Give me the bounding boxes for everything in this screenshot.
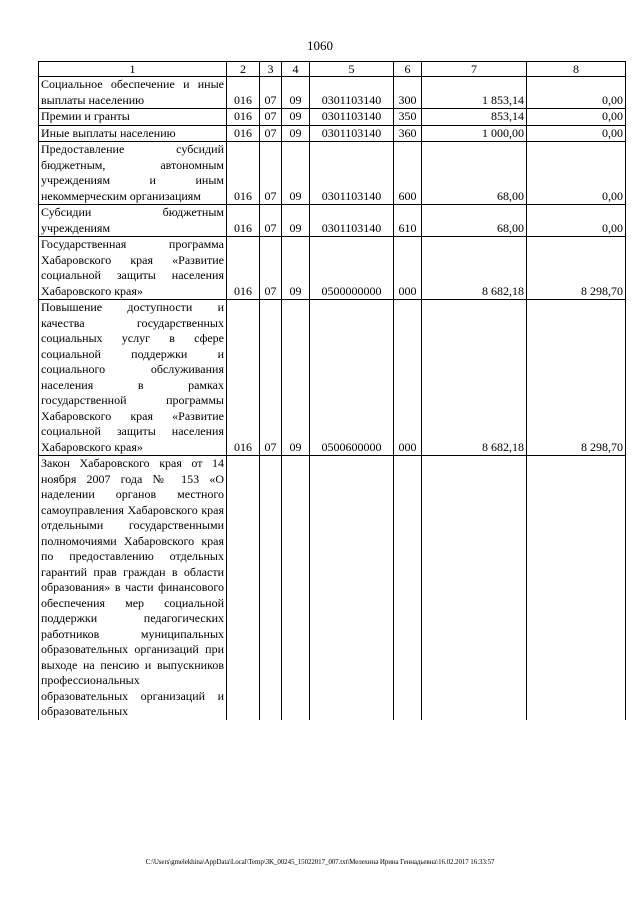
code-ministry: 016 xyxy=(227,142,260,205)
code-expense-type: 000 xyxy=(394,237,422,300)
row-name: Иные выплаты населению xyxy=(39,125,227,142)
code-ministry: 016 xyxy=(227,205,260,237)
code-expense-type: 300 xyxy=(394,77,422,109)
code-section: 07 xyxy=(260,237,282,300)
row-name: Предоставление субсидий бюджетным, автономным учреждениям и иным некоммерческим организациям xyxy=(39,142,227,205)
code-ministry: 016 xyxy=(227,109,260,126)
amount-1: 1 853,14 xyxy=(422,77,527,109)
table-row xyxy=(39,109,626,126)
code-subsection: 09 xyxy=(282,237,310,300)
code-section: 07 xyxy=(260,205,282,237)
code-target: 0301103140 xyxy=(310,142,394,205)
code-section: 07 xyxy=(260,77,282,109)
amount-2: 0,00 xyxy=(527,125,626,142)
amount-2: 0,00 xyxy=(527,109,626,126)
code-section: 07 xyxy=(260,125,282,142)
code-subsection: 09 xyxy=(282,300,310,456)
code-subsection xyxy=(282,456,310,720)
amount-1: 1 000,00 xyxy=(422,125,527,142)
code-expense-type: 600 xyxy=(394,142,422,205)
code-target: 0500600000 xyxy=(310,300,394,456)
code-ministry: 016 xyxy=(227,77,260,109)
code-target: 0301103140 xyxy=(310,205,394,237)
code-ministry: 016 xyxy=(227,237,260,300)
code-target: 0500000000 xyxy=(310,237,394,300)
row-name: Повышение доступности и качества государственных социальных услуг в сфере социальной поддержки и социального обслуживания населения в рамках государственной программы Хабаровского края «Развитие социальной защиты населения Хабаровского края» xyxy=(39,300,227,456)
code-expense-type: 360 xyxy=(394,125,422,142)
header-cell: 6 xyxy=(394,62,422,77)
code-expense-type: 610 xyxy=(394,205,422,237)
table-row xyxy=(39,125,626,142)
code-subsection: 09 xyxy=(282,125,310,142)
amount-1: 8 682,18 xyxy=(422,300,527,456)
amount-1 xyxy=(422,456,527,720)
amount-1: 8 682,18 xyxy=(422,237,527,300)
budget-table xyxy=(38,61,626,720)
amount-1: 853,14 xyxy=(422,109,527,126)
code-target xyxy=(310,456,394,720)
amount-2: 0,00 xyxy=(527,77,626,109)
amount-2: 8 298,70 xyxy=(527,300,626,456)
code-ministry xyxy=(227,456,260,720)
row-name: Субсидии бюджетным учреждениям xyxy=(39,205,227,237)
header-cell: 2 xyxy=(227,62,260,77)
code-section xyxy=(260,456,282,720)
amount-1: 68,00 xyxy=(422,142,527,205)
code-section: 07 xyxy=(260,300,282,456)
amount-2: 0,00 xyxy=(527,142,626,205)
code-ministry: 016 xyxy=(227,300,260,456)
code-expense-type xyxy=(394,456,422,720)
code-target: 0301103140 xyxy=(310,125,394,142)
page-number: 1060 xyxy=(307,38,333,53)
code-subsection: 09 xyxy=(282,142,310,205)
amount-2 xyxy=(527,456,626,720)
amount-2: 0,00 xyxy=(527,205,626,237)
row-name: Государственная программа Хабаровского края «Развитие социальной защиты населения Хабаровского края» xyxy=(39,237,227,300)
header-cell: 8 xyxy=(527,62,626,77)
table-row xyxy=(39,77,626,109)
table-row xyxy=(39,300,626,456)
table-row xyxy=(39,237,626,300)
header-cell: 3 xyxy=(260,62,282,77)
code-expense-type: 000 xyxy=(394,300,422,456)
header-cell: 1 xyxy=(39,62,227,77)
header-cell: 7 xyxy=(422,62,527,77)
code-subsection: 09 xyxy=(282,109,310,126)
code-subsection: 09 xyxy=(282,205,310,237)
header-row xyxy=(39,62,626,77)
code-target: 0301103140 xyxy=(310,109,394,126)
amount-1: 68,00 xyxy=(422,205,527,237)
table-row xyxy=(39,142,626,205)
row-name: Премии и гранты xyxy=(39,109,227,126)
header-cell: 4 xyxy=(282,62,310,77)
row-name: Социальное обеспечение и иные выплаты населению xyxy=(39,77,227,109)
code-ministry: 016 xyxy=(227,125,260,142)
table-row xyxy=(39,456,626,720)
amount-2: 8 298,70 xyxy=(527,237,626,300)
code-section: 07 xyxy=(260,109,282,126)
code-target: 0301103140 xyxy=(310,77,394,109)
table-row xyxy=(39,205,626,237)
header-cell: 5 xyxy=(310,62,394,77)
code-section: 07 xyxy=(260,142,282,205)
code-subsection: 09 xyxy=(282,77,310,109)
file-path-footer: C:\Users\gmelekhina\AppData\Local\Temp\3K_00245_15022017_007.txt\Мелехина Ирина Геннадьевна\16.02.2017 16:33:57 xyxy=(145,858,495,866)
row-name: Закон Хабаровского края от 14 ноября 2007 года № 153 «О наделении органов местного самоуправления Хабаровского края отдельными государственными полномочиями Хабаровского края по предоставлению отдельных гарантий прав граждан в области образования» в части финансового обеспечения мер социальной поддержки педагогических работников муниципальных образовательных организаций при выходе на пенсию и выпускников профессиональных образовательных организаций и образовательных xyxy=(39,456,227,720)
code-expense-type: 350 xyxy=(394,109,422,126)
